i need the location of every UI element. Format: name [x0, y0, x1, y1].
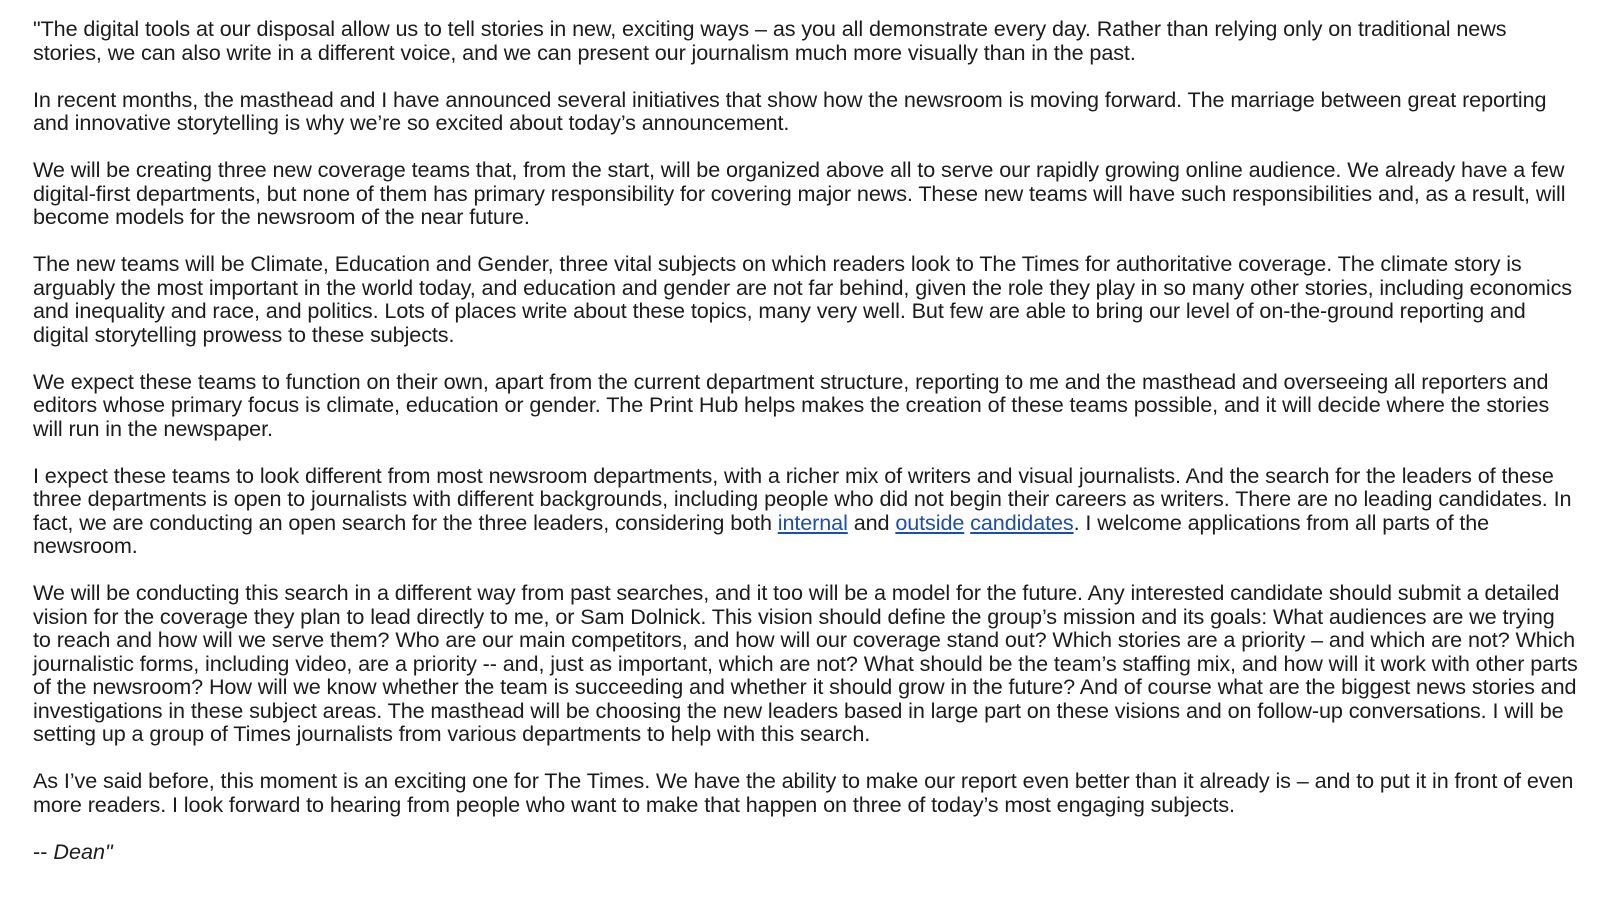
link-outside[interactable]: outside — [895, 509, 965, 535]
paragraph-new-coverage-teams: We will be creating three new coverage teams that, from the start, will be organized above all to serve our rapidly growing online audience. We already have a few digital-first departments, but none of them has primary responsibility for covering major news. These new teams will have such responsibilities and, as a result, will become models for the newsroom of the near future. — [33, 157, 1566, 229]
search-text-after: . I welcome applications from all parts of the newsroom. — [33, 509, 1490, 558]
search-text-connector: and — [847, 509, 896, 535]
link-internal[interactable]: internal — [777, 509, 848, 535]
signoff-name: Dean" — [53, 838, 113, 864]
search-text-before: I expect these teams to look different from most newsroom departments, with a richer mix of writers and visual journalists. And the search for the leaders of these three departments is open to journalists with different backgrounds, including people who did not begin their careers as writers. There are no leading candidates. In fact, we are conducting an open search for the three leaders, considering both — [33, 462, 1572, 535]
signoff — [33, 840, 1578, 864]
paragraph-leader-search — [33, 464, 1578, 558]
letter-body — [33, 17, 1578, 863]
paragraph-recent-initiatives: In recent months, the masthead and I have announced several initiatives that show how the newsroom is moving forward. The marriage between great reporting and innovative storytelling is why we’re so excited about today’s announcement. — [33, 86, 1547, 135]
signoff-dash: -- — [33, 838, 54, 864]
link-candidates[interactable]: candidates — [970, 509, 1074, 535]
paragraph-closing: As I’ve said before, this moment is an exciting one for The Times. We have the ability to make our report even better than it already is – and to put it in front of even more readers. I look forward to hearing from people who want to make that happen on three of today’s most engaging subjects. — [33, 768, 1574, 817]
paragraph-digital-tools: "The digital tools at our disposal allow us to tell stories in new, exciting ways – as you all demonstrate every day. Rather than relying only on traditional news stories, we can also write in a different voice, and we can present our journalism much more visually than in the past. — [33, 16, 1507, 65]
paragraph-team-structure: We expect these teams to function on their own, apart from the current department structure, reporting to me and the masthead and overseeing all reporters and editors whose primary focus is climate, education or gender. The Print Hub helps makes the creation of these teams possible, and it will decide where the stories will run in the newspaper. — [33, 368, 1550, 441]
paragraph-search-process: We will be conducting this search in a different way from past searches, and it too will be a model for the future. Any interested candidate should submit a detailed vision for the coverage they plan to lead directly to me, or Sam Dolnick. This vision should define the group’s mission and its goals: What audiences are we trying to reach and how will we serve them? Who are our main competitors, and how will our coverage stand out? Which stories are a priority – and which are not? Which journalistic forms, including video, are a priority -- and, just as important, which are not? What should be the team’s staffing mix, and how will it work with other parts of the newsroom? How will we know whether the team is succeeding and whether it should grow in the future? And of course what are the biggest news stories and investigations in these subject areas. The masthead will be choosing the new leaders based in large part on these visions and on follow-up conversations. I will be setting up a group of Times journalists from various departments to help with this search. — [33, 580, 1578, 746]
paragraph-team-subjects: The new teams will be Climate, Education and Gender, three vital subjects on which readers look to The Times for authoritative coverage. The climate story is arguably the most important in the world today, and education and gender are not far behind, given the role they play in so many other stories, including economics and inequality and race, and politics. Lots of places write about these topics, many very well. But few are able to bring our level of on-the-ground reporting and digital storytelling prowess to these subjects. — [33, 251, 1572, 347]
